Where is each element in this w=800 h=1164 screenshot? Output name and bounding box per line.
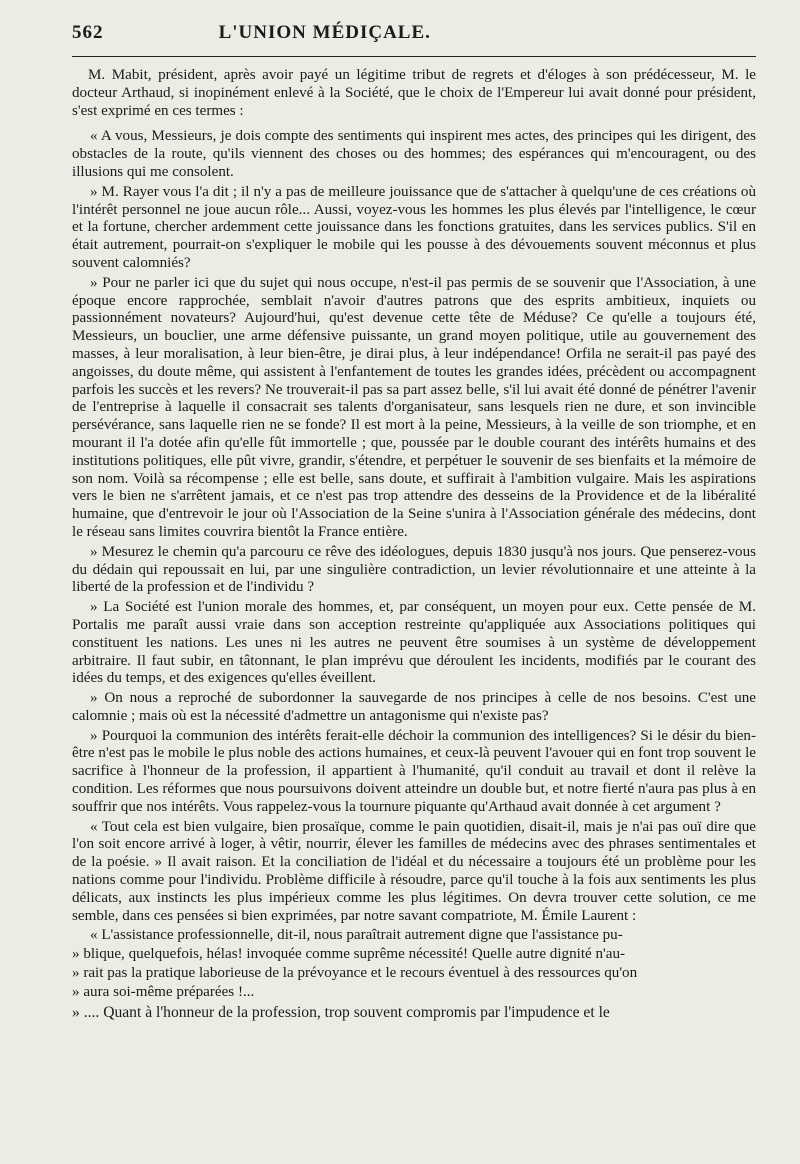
quote-line: » aura soi-même préparées !...	[72, 983, 255, 1000]
paragraph: » Mesurez le chemin qu'a parcouru ce rêve des idéologues, depuis 1830 jusqu'à nos jours. Que penserez-vous du dédain qui repoussait en lui, par une singulière contradiction, un levier révolutionnaire et une atteinte à la liberté de la profession et de l'individu ?	[72, 543, 756, 596]
quote-line: » rait pas la pratique laborieuse de la prévoyance et le recours éventuel à des ressources qu'on	[72, 965, 638, 982]
paragraph: » La Société est l'union morale des hommes, et, par conséquent, un moyen pour eux. Cette pensée de M. Portalis me paraît aussi vraie dans son acception restreinte qu'appliquée aux Associations politiques qui constituent les nations. Les unes ni les autres ne peuvent être soumises à un système de développement arbitraire. Il faut subir, en tâtonnant, le plan imprévu que déroulent les incidents, modifiés par le courant des idées du temps, et des exigences qu'elles éveillent.	[72, 599, 756, 687]
page-header	[72, 22, 756, 50]
quote-line: » .... Quant à l'honneur de la profession, trop souvent compromis par l'impudence et le	[72, 1003, 610, 1021]
paragraph: » On nous a reproché de subordonner la sauvegarde de nos principes à celle de nos besoins. C'est une calomnie ; mais où est la nécessité d'admettre un antagonisme qui n'existe pas?	[72, 690, 756, 724]
paragraph: » M. Rayer vous l'a dit ; il n'y a pas de meilleure jouissance que de s'attacher à quelqu'une de ces créations où l'intérêt personnel ne joue aucun rôle... Aussi, voyez-vous les hommes les plus élevés par l'intelligence, le cœur et la fortune, chercher ardemment cette jouissance dans les fonctions gratuites, dans les services publics. S'il en était autrement, pourrait-on s'expliquer le mobile qui les pousse à des dévouements souvent méconnus et plus souvent calomniés?	[72, 183, 756, 271]
article-body	[72, 67, 756, 1021]
journal-title: L'UNION MÉDIÇALE.	[218, 22, 431, 43]
paragraph: M. Mabit, président, après avoir payé un légitime tribut de regrets et d'éloges à son prédécesseur, M. le docteur Arthaud, si inopinément enlevé à la Société, que le choix de l'Empereur lui avait donné pour président, s'est exprimé en ces termes :	[72, 67, 756, 119]
quote-line: « L'assistance professionnelle, dit-il, nous paraîtrait autrement digne que l'assistance pu-	[90, 927, 623, 944]
header-rule	[72, 56, 756, 57]
page-number: 562	[72, 22, 104, 43]
paragraph: « Tout cela est bien vulgaire, bien prosaïque, comme le pain quotidien, disait-il, mais je n'ai pas ouï dire que l'on soit encore arrivé à loger, à vêtir, nourrir, élever les familles de médecins avec des phrases sentimentales et de la poésie. » Il avait raison. Et la conciliation de l'idéal et du nécessaire a toujours été un problème pour les nations comme pour l'individu. Problème difficile à résoudre, parce qu'il touche à la fois aux sentiments les plus délicats, aux instincts les plus impérieux comme les plus légitimes. On devra trouver cette solution, ce me semble, dans ces pensées si bien exprimées, par notre savant compatriote, M. Émile Laurent :	[72, 818, 756, 924]
paragraph: » Pourquoi la communion des intérêts ferait-elle déchoir la communion des intelligences? Si le désir du bien-être n'est pas le mobile le plus noble des actions humaines, et ceux-là peuvent l'avouer qui en font trop souvent le sacrifice à l'honneur de la profession, il appartient à l'humanité, qu'il conduit au travail et dont il relève la condition. Les réformes que nous poursuivons doivent atteindre un double but, et notre fierté n'aura pas plus à en souffrir que nos intérêts. Vous rappelez-vous la tournure piquante qu'Arthaud avait donnée à cet argument ?	[72, 727, 756, 815]
paragraph: » Pour ne parler ici que du sujet qui nous occupe, n'est-il pas permis de se souvenir que l'Association, à une époque encore rapprochée, semblait n'avoir d'autres patrons que des esprits ambitieux, inquiets ou passionnément novateurs? Aujourd'hui, qu'est devenue cette tête de Méduse? Ce qu'elle a toujours été, Messieurs, un bouclier, une arme défensive puissante, un grand moyen politique, utile au gouvernement des masses, à leur moralisation, à leur bien-être, je dirai plus, à leur indépendance! Orfila ne serait-il pas payé des angoisses, du doute même, qui assistent à l'enfantement de toutes les grandes idées, précèdent ou accompagnent parfois les succès et les revers? Ne trouverait-il pas sa part assez belle, s'il lui avait été donné de pénétrer l'avenir de l'entreprise à laquelle il consacrait ses talents d'organisateur, sans lesquels rien ne dure, et son invincible persévérance, sans laquelle rien ne se fonde? Il est mort à la peine, Messieurs, à la veille de son triomphe, et en mourant il l'a dotée afin qu'elle fût immortelle ; que, poussée par le double courant des intérêts humains et des institutions politiques, elle pût vivre, grandir, s'étendre, et perpétuer le souvenir de ses bienfaits et la mémoire de son nom. Voilà sa récompense ; elle est belle, sans doute, et suffirait à l'ambition vulgaire. Mais les aspirations vers le bien ne s'arrêtent jamais, et ce n'est pas trop attendre des desseins de la Providence et de la libéralité humaine, que d'entrevoir le jour où l'Association de la Seine s'unira à l'Association générale des médecins, dont le réseau sans limites couvrira bientôt la France entière.	[72, 274, 756, 540]
quote-line: » blique, quelquefois, hélas! invoquée comme suprême nécessité! Quelle autre dignité n'au-	[72, 946, 626, 963]
paragraph: « A vous, Messieurs, je dois compte des sentiments qui inspirent mes actes, des principes qui les dirigent, des obstacles de la route, qu'ils viennent des choses ou des hommes; des espérances qui m'encouragent, ou des illusions qui me consolent.	[72, 128, 756, 180]
